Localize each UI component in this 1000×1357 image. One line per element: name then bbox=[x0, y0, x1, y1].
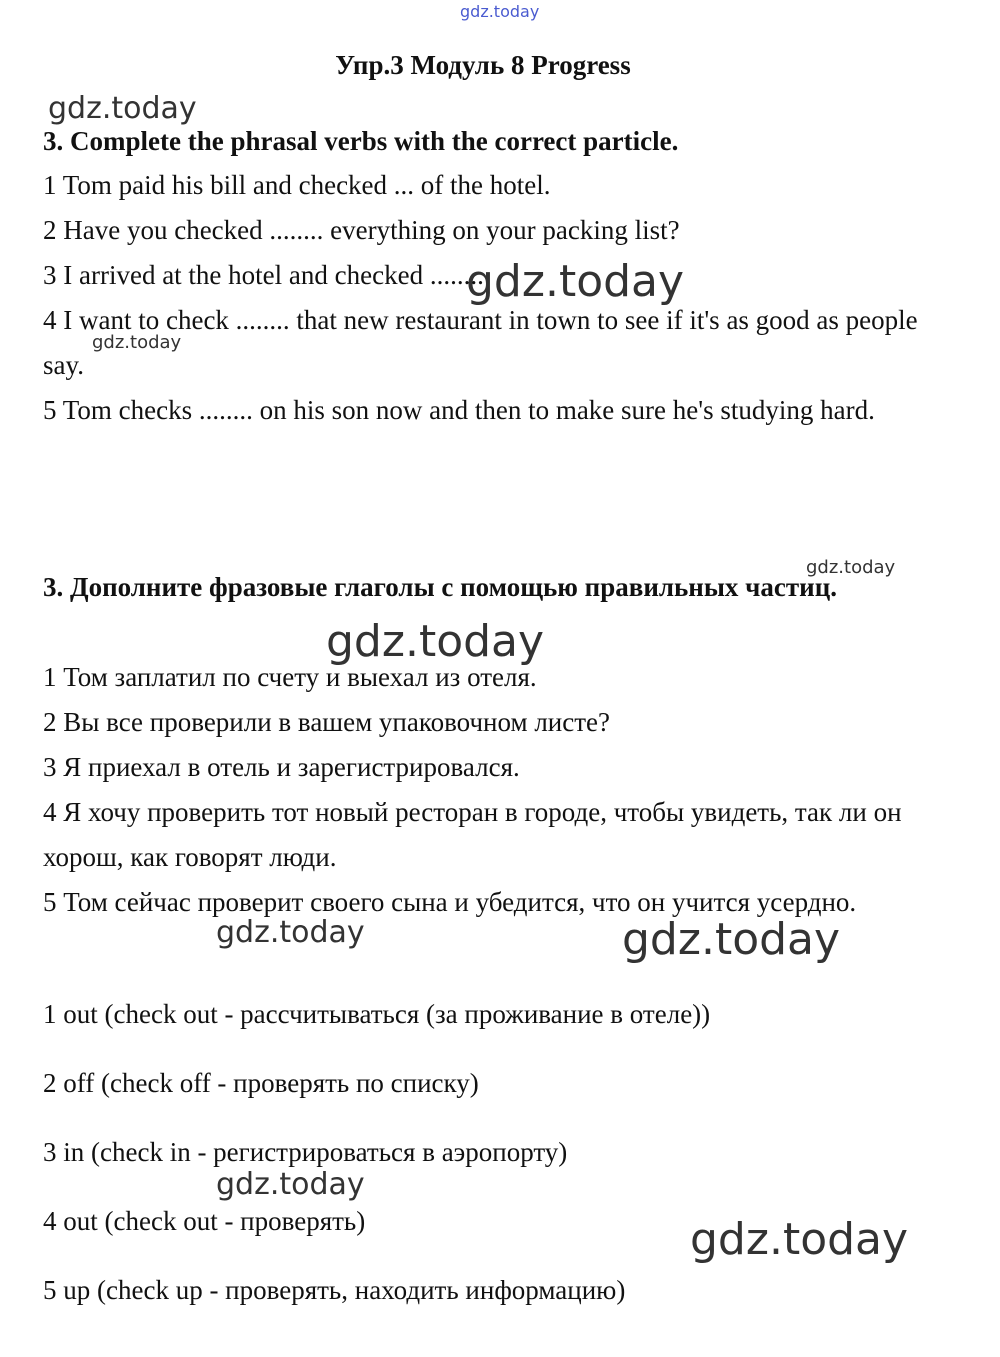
watermark: gdz.today bbox=[216, 1167, 365, 1202]
english-item-3: 3 I arrived at the hotel and checked ........ bbox=[43, 260, 484, 290]
watermark: gdz.today bbox=[216, 915, 365, 950]
english-task-heading: 3. Complete the phrasal verbs with the correct particle. bbox=[43, 126, 679, 156]
watermark: gdz.today bbox=[466, 256, 685, 307]
answer-1: 1 out (check out - рассчитываться (за проживание в отеле)) bbox=[43, 999, 711, 1029]
russian-item-2: 2 Вы все проверили в вашем упаковочном листе? bbox=[43, 707, 610, 737]
russian-item-4: 4 Я хочу проверить тот новый ресторан в городе, чтобы увидеть, так ли он хорош, как говорят люди. bbox=[43, 797, 902, 872]
answer-3: 3 in (check in - регистрироваться в аэропорту) bbox=[43, 1137, 568, 1167]
watermark: gdz.today bbox=[806, 557, 896, 578]
russian-item-5: 5 Том сейчас проверит своего сына и убедится, что он учится усердно. bbox=[43, 887, 857, 917]
watermark: gdz.today bbox=[48, 91, 197, 126]
answer-4: 4 out (check out - проверять) bbox=[43, 1206, 366, 1236]
russian-item-3: 3 Я приехал в отель и зарегистрировался. bbox=[43, 752, 520, 782]
russian-task-heading: 3. Дополните фразовые глаголы с помощью правильных частиц. bbox=[43, 572, 838, 602]
watermark: gdz.today bbox=[92, 332, 182, 353]
answer-5: 5 up (check up - проверять, находить информацию) bbox=[43, 1275, 626, 1305]
english-item-4: 4 I want to check ........ that new restaurant in town to see if it's as good as people say. bbox=[43, 305, 918, 380]
english-item-1: 1 Tom paid his bill and checked ... of the hotel. bbox=[43, 170, 551, 200]
answer-2: 2 off (check off - проверять по списку) bbox=[43, 1068, 479, 1098]
watermark: gdz.today bbox=[690, 1214, 909, 1265]
page-title: Упр.3 Модуль 8 Progress bbox=[335, 50, 631, 80]
english-item-5: 5 Tom checks ........ on his son now and then to make sure he's studying hard. bbox=[43, 395, 875, 425]
english-item-2: 2 Have you checked ........ everything on your packing list? bbox=[43, 215, 680, 245]
watermark: gdz.today bbox=[326, 616, 545, 667]
russian-item-1: 1 Том заплатил по счету и выехал из отеля. bbox=[43, 662, 537, 692]
watermark-top: gdz.today bbox=[460, 2, 540, 21]
watermark: gdz.today bbox=[622, 914, 841, 965]
